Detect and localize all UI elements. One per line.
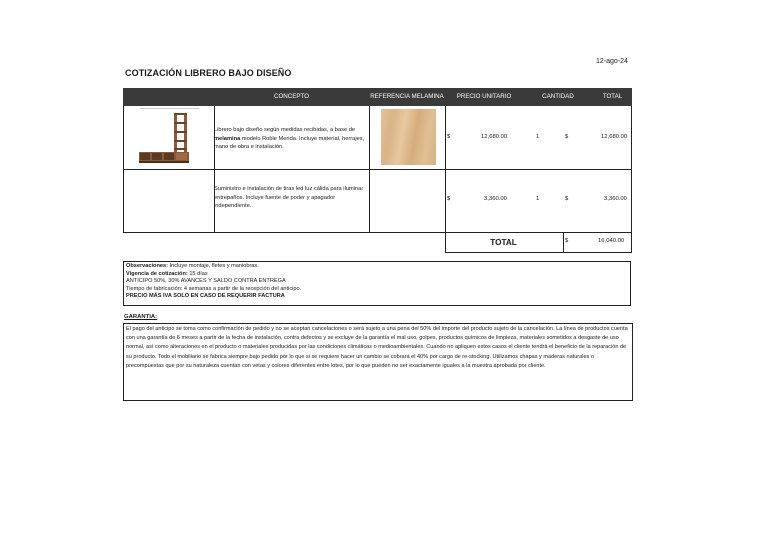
quantity: 1 xyxy=(536,134,540,140)
price-note: PRECIO MÁS IVA SOLO EN CASO DE REQUERIR FACTURA xyxy=(126,293,285,299)
unit-price: 12,680.00 xyxy=(481,134,508,140)
guarantee-title: GARANTIA: xyxy=(124,314,158,320)
total-currency: $ xyxy=(565,196,569,202)
unit-price-currency: $ xyxy=(447,134,451,140)
concept-text: Suministro e instalación de tiras led luz cálida para iluminar entrepaños. Incluye fuente de poder y apagador independiente. xyxy=(214,186,364,210)
bookshelf-product-image xyxy=(137,108,201,168)
unit-price-currency: $ xyxy=(447,196,451,202)
grand-total-value: 16,040.00 xyxy=(598,238,625,244)
table-row xyxy=(123,106,632,169)
col-precio-unitario: PRECIO UNITARIO xyxy=(456,93,512,100)
total-currency: $ xyxy=(565,134,569,140)
quote-date: 12-ago-24 xyxy=(596,58,628,65)
guarantee-text: El pago del anticipo se toma como confirmación de pedido y no se aceptan cancelaciones o será sujeto a una pena del 50% del importe del producto sujeto de la cancelación. La línea de productos cuenta con una garantía de 6 meses a partir de la fecha de instalación, contra defectos y se excluye de la garantía el mal uso, golpes, productos químicos de limpieza, materiales sometidos a desgaste de uso normal, así como alteraciones en el producto o materiales producidas por las condiciones climáticas o medioambientales. Cuando no apliquen estos casos el cliente tendrá el beneficio de la reparación de su producto. Todo el mobiliario se fabrica siempre bajo pedido por lo que si se requiere hacer un cambio se cobrará el 40% por cargo de re-stocking. Utilizamos chapas y maderas naturales o precompuestas que por su naturaleza cuentan con vetas y colores diferentes entre lotes, por lo que pueden no ser exactamente iguales a la muestra aprobada por cliente. xyxy=(123,323,633,401)
observations-box: Observaciones: Incluye montaje, fletes y maniobras. Vigencia de cotización: 15 días ANTICIPO 50%, 30% AVANCES Y SALDO CONTRA ENTREGA Tiempo de fabricación: 4 semanas a partir de la recepción del anticipo. PRECIO MÁS IVA SOLO EN CASO DE REQUERIR FACTURA xyxy=(123,261,631,306)
grand-total-box xyxy=(445,233,632,252)
payment-terms: ANTICIPO 50%, 30% AVANCES Y SALDO CONTRA ENTREGA xyxy=(126,278,286,284)
row-total: 12,680.00 xyxy=(601,134,628,140)
grand-total-label: TOTAL xyxy=(490,238,517,247)
row-total: 3,360.00 xyxy=(604,196,627,202)
col-concepto: CONCEPTO xyxy=(274,93,309,100)
col-referencia-melamina: REFERENCIA MELAMINA xyxy=(370,93,444,100)
quote-title: COTIZACIÓN LIBRERO BAJO DISEÑO xyxy=(125,68,292,78)
col-total: TOTAL xyxy=(602,93,623,100)
concept-text: Librero bajo diseño según medidas recibidas, a base de melamina modelo Roble Merida. Incluye material, herrajes, mano de obra e instalación. xyxy=(214,127,365,151)
melamina-swatch-image xyxy=(381,109,436,165)
quote-table xyxy=(123,106,632,233)
fabrication-time: Tiempo de fabricación: 4 semanas a partir de la recepción del anticipo. xyxy=(126,285,302,292)
table-row xyxy=(123,169,632,233)
grand-total-currency: $ xyxy=(565,238,569,244)
col-cantidad: CANTIDAD xyxy=(542,93,574,100)
quantity: 1 xyxy=(536,196,540,202)
table-header xyxy=(123,88,632,106)
unit-price: 3,360.00 xyxy=(484,196,507,202)
